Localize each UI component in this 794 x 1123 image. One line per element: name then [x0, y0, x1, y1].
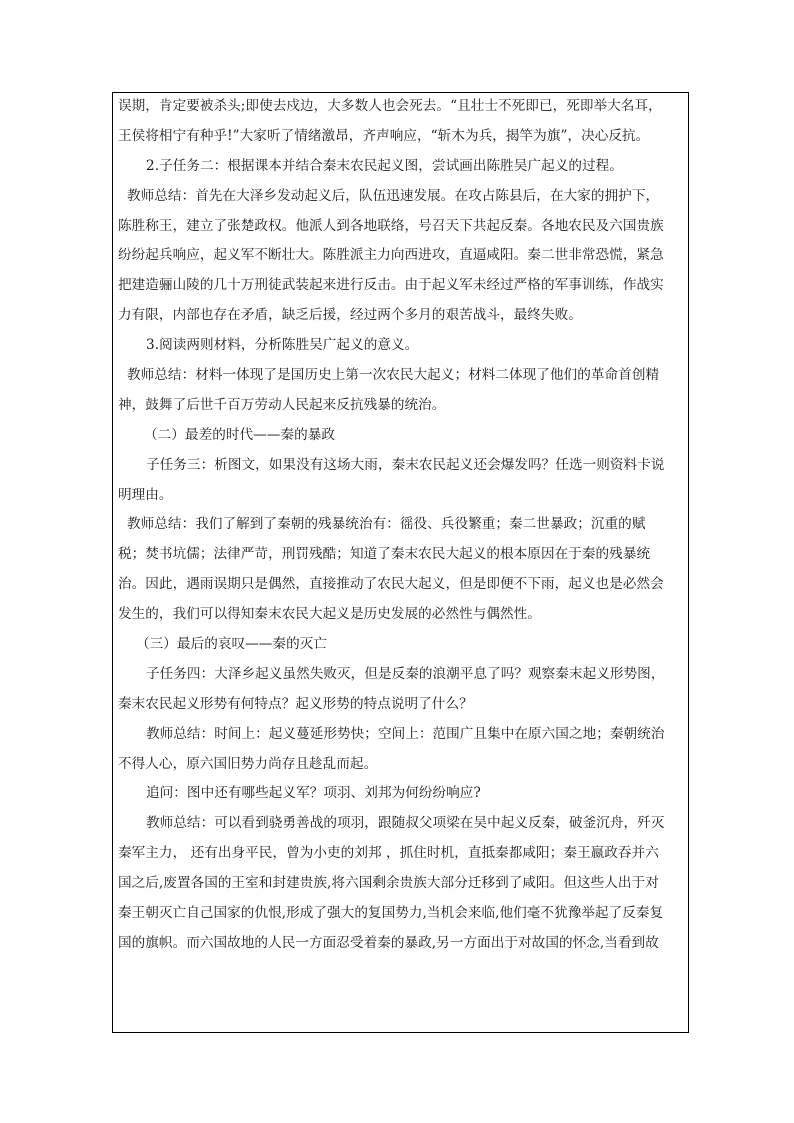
text-line: 子任务三：析图文，如果没有这场大雨，秦末农民起义还会爆发吗？任选一则资料卡说 — [146, 456, 665, 473]
text-line: 国之后,废置各国的王室和封建贵族,将六国剩余贵族大部分迁移到了咸阳。但这些人出于对 — [118, 875, 659, 892]
text-line: 教师总结：我们了解到了秦朝的残暴统治有：徭役、兵役繁重；秦二世暴政；沉重的赋 — [127, 516, 646, 533]
text-line: 子任务四：大泽乡起义虽然失败灭，但是反秦的浪潮平息了吗？观察秦末起义形势图， — [146, 665, 665, 682]
text-line: 把建造骊山陵的几十万刑徒武装起来进行反击。由于起义军未经过严格的军事训练，作战实 — [118, 277, 664, 294]
text-line: 秦王朝灭亡自己国家的仇恨,形成了强大的复国势力,当机会来临,他们毫不犹豫举起了反秦复 — [118, 905, 664, 922]
text-line: 教师总结：首先在大泽乡发动起义后，队伍迅速发展。在攻占陈县后，在大家的拥护下， — [127, 187, 660, 204]
text-line: 教师总结：时间上：起义蔓延形势快；空间上：范围广且集中在原六国之地；秦朝统治 — [146, 725, 665, 742]
text-line: 教师总结：可以看到骁勇善战的项羽，跟随叔父项梁在吴中起义反秦，破釜沉舟，歼灭 — [146, 815, 665, 832]
text-line: 误期，肯定要被杀头;即使去戍边，大多数人也会死去。“且壮士不死即已，死即举大名耳， — [118, 98, 662, 114]
text-line: 王侯将相宁有种乎!”大家听了情绪激昂，齐声响应，“斩木为兵，揭竿为旗”，决心反抗。 — [118, 127, 650, 144]
section-heading: （三）最后的哀叹——秦的灭亡 — [136, 636, 328, 653]
text-line: 追问：图中还有哪些起义军？项羽、刘邦为何纷纷响应? — [146, 785, 481, 802]
text-line: 税；焚书坑儒；法律严苛，刑罚残酷；知道了秦末农民大起义的根本原因在于秦的残暴统 — [118, 546, 651, 563]
text-line: 秦军主力， 还有出身平民，曾为小吏的刘邦 ，抓住时机，直抵秦都咸阳；秦王嬴政吞并六 — [118, 845, 659, 862]
text-line: 治。因此，遇雨误期只是偶然，直接推动了农民大起义，但是即便不下雨，起义也是必然会 — [118, 576, 664, 593]
text-line: 神，鼓舞了后世千百万劳动人民起来反抗残暴的统治。 — [118, 396, 446, 413]
text-line: 陈胜称王，建立了张楚政权。他派人到各地联络，号召天下共起反秦。各地农民及六国贵族 — [118, 217, 664, 234]
text-line: 秦末农民起义形势有何特点？起义形势的特点说明了什么？ — [118, 695, 473, 712]
text-line: 不得人心，原六国旧势力尚存且趁乱而起。 — [118, 755, 378, 772]
subtask-heading: 2.子任务二：根据课本并结合秦末农民起义图，尝试画出陈胜吴广起义的过程。 — [146, 157, 623, 174]
text-line: 力有限，内部也存在矛盾，缺乏后援，经过两个多月的艰苦战斗，最终失败。 — [118, 307, 582, 324]
text-line: 教师总结：材料一体现了是国历史上第一次农民大起义；材料二体现了他们的革命首创精 — [127, 367, 660, 384]
text-line: 纷纷起兵响应，起义军不断壮大。陈胜派主力向西进攻，直逼咸阳。秦二世非常恐慌，紧急 — [118, 247, 664, 264]
text-line: 明理由。 — [118, 486, 173, 503]
text-line: 发生的，我们可以得知秦末农民大起义是历史发展的必然性与偶然性。 — [118, 606, 541, 623]
subtask-heading: 3.阅读两则材料，分析陈胜吴广起义的意义。 — [146, 337, 419, 354]
section-heading: （二）最差的时代——秦的暴政 — [144, 426, 336, 443]
text-line: 国的旗帜。而六国故地的人民一方面忍受着秦的暴政,另一方面出于对故国的怀念,当看到故 — [118, 934, 659, 951]
document-body — [118, 92, 684, 959]
